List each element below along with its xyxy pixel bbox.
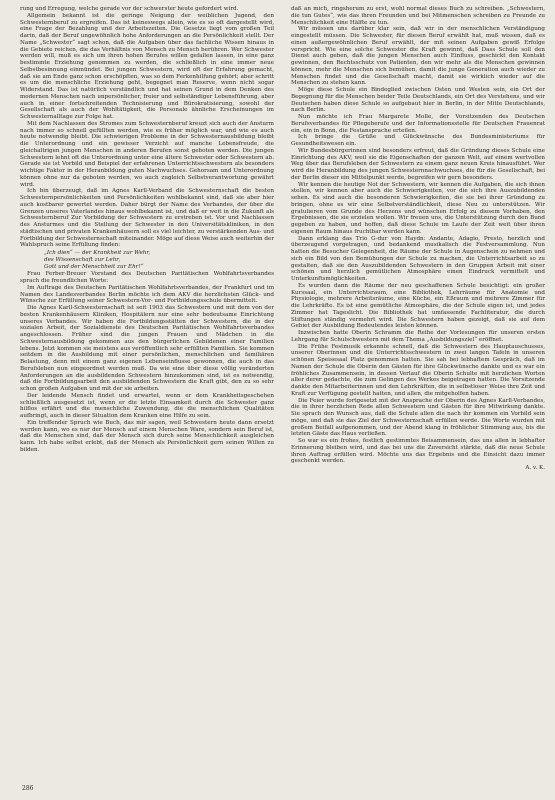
text-columns (20, 6, 545, 786)
paragraph: rung und Erregung, welche gerade vor der schwerster heute gefordert wird. (20, 6, 239, 12)
paragraph: Ein treffender Spruch wie Buch, das mir sagen, weil Schwestern heute dann ersetzt werden kann, wo es nur der Mensch auf einem Menschen Ware, sondern sein Beruf ist, daß die Menschen sind, daß der Mensch sich durch seine Menschlichkeit ausgleichen kann. Ich habe selbst erlebt, daß der Mensch als Persönlichkeit gern seinen Willen zu bilden. (20, 419, 274, 453)
paragraph: Dann erklang das Trio G-dur von Haydn: Andante, Adagio, Presto, herzlich und überzeugend vorgetragen, und bedankend musikalisch die Festversammlung. Nun hatten die Besucher Gelegenheit, die Räume der Schule in Augenschein zu nehmen und sich ein Bild von den Bemühungen der Schule zu machen, die Unterrichtsarbeit so zu gestalten, daß sie den Auszubildenden Schwestern in den Gruppen Arbeit mit einer schönen und herzlich gemütlichen Atmosphäre einen Eindruck vermittelt und Unterkunftsmöglichkeiten. (291, 235, 545, 282)
paragraph: Möge diese Schule ein Bindeglied zwischen Osten und Westen sein, ein Ort der Begegnung für die Menschen beider Teile Deutschlands, ein Ort des Verstehens, und wir Deutschen haben diese Schule so aufgebaut hier in Berlin, in der Mitte Deutschlands, nach Berlin. (291, 87, 545, 114)
paragraph: Frau Ferber-Breuer Vorstand des Deutschen Paritätischen Wohlfahrtsverbandes sprach die freundlichen Worte: (20, 271, 274, 284)
paragraph: Inzwischen hatte Oberin Schramm die Reihe der Vorlesungen für unseren ersten Lehrgang für Schulschwestern mit dem Thema „Ausbildungsziel“ eröffnet. (291, 330, 545, 343)
page-number: 286 (22, 785, 34, 792)
paragraph: Wir Bundesbürgerinnen sind besonders erfreut, daß die Gründung dieses Schule eine Einrichtung des AKV, weil sie die Eigenschaften der ganzen Welt, auf einem wertvollen Weg über das Berufsleben der Schwestern zu einem ganz neuen Kreis hinausführt. Wer wird die Heranbildung des jungen Schwesternnachwuchses, die für die Gesellschaft, bei der Berlin dieser ein Mittelpunkt werde, begreifen wir gern besonders. (291, 147, 545, 181)
motto-poem (44, 250, 274, 270)
paragraph: Wir kennen die heutige Not der Schwestern, wir kennen die Aufgaben, die sich ihnen stellen, wir kennen aber auch die Schwierigkeiten, vor die sich ihre Auszubildenden sehen. Es sind auch die besonderen Schwierigkeiten, die sie bei ihrer Gründung zu bringen, ohne es wir eine Selbstverständlichkeit, diese Neu zu unterstützen. Wir gratulieren vom Grunde des Herzens und wünschen Erfolg zu diesem Vorhaben, den Ergebnissen, die sie erzielen wollen. Wir freuen uns, die Unterstützung durch den Bund gegeben zu haben, und hoffen, daß diese Schule im Laufe der Zeit weit über ihren eigenen Raum hinaus fruchtbar werden kann. (291, 181, 545, 235)
paragraph: Die Feier wurde fortgesetzt mit der Ansprache der Oberin des Agnes Karll-Verbandes, die in ihrer herzlichen Rede allen Schwestern und Gästen für ihre Mitwirkung dankte. Sie sprach den Wunsch aus, daß die Schule allen die nach ihr kommen ein Vorbild sein möge, und daß sie das Ziel der Schwesternschaft erfüllen werde. Die Worte wurden mit großem Beifall aufgenommen, und der Abend klang in fröhlicher Stimmung aus, bis die letzten Gäste das Haus verließen. (291, 397, 545, 438)
poem-line: des Wissenschaft zur Lehr, (44, 256, 121, 263)
paragraph: Der leidende Mensch findet und erwartet, wenn er dem Krankheitsgeschehen schließlich ausgesetzt ist, wenn er die letzte Einsamkeit durch die Schwester ganz hilflos erfährt und die menschliche Zuwendung, die die menschlichen Qualitäten aufbringt, auch in dieser Situation dem Kranken eine Hilfe zu sein. (20, 392, 274, 419)
author-signature: A. v. K. (525, 465, 545, 471)
right-column (291, 6, 545, 786)
paragraph: Ich bringe die Grüße und Glückwünsche des Bundesministeriums für Gesundheitswesen ein. (291, 134, 545, 147)
paragraph: Die Frühe Festmusik erkannte schnell, daß die Schwestern des Hauptauschusses, unserer Oberinnen und die Unterrichtsschwestern in zwei langen Tafeln in unseren schönen Speisesaal Platz genommen hatten. Sie sah bei lebhaftem Gespräch, daß im Namen der Schule die Oberin den Gästen für ihre Glückwünsche dankte und es war ein fröhliches Zusammensein, in dessen Verlauf die Oberin Schulte mit herzlichen Worten aller derer gedachte, die zum Gelingen des Werkes beigetragen hatten. Die Vorsitzende dankte den Mitarbeiterinnen und den Lehrkräften, die in selbstloser Weise ihre Zeit und Kraft zur Verfügung gestellt hatten, und allen, die mitgeholfen haben. (291, 343, 545, 397)
poem-line: „Ich dien“ — der Krankheit zur Wehr, (44, 250, 151, 256)
paragraph: daß an mich, ringsherum zu erst, wohl normal dieses Buch zu schreiben. „Schwestern, die tun Gutes“, wie das ihren Freunden und bei Mitmenschen schreiben zu Freunde zu Menschlichkeit eine Hälfte zu tun. (291, 6, 545, 26)
left-column (20, 6, 274, 786)
poem-line: Gott und der Menschheit zur Ehr!“ (44, 263, 144, 270)
paragraph: Nun möchte ich Frau Margarete Molle, der Vorsitzenden des Deutschen Berufsverbandes für Pflegeberufe und der Informationsstelle für Deutschen Frauenrat ein, ein in Bonn, die Festansprache erteilen. (291, 114, 545, 134)
paragraph: Die Agnes Karll-Schwesternschaft ist seit 1903 das Schwestern und mit dem von der besten Krankenhäusern Kliniken, Hospitälern nur eine sehr bedeutsame Einrichtung unseres Verbandes. Wir haben die Fortbildungsstätten der Schwestern, die in der sozialen Arbeit, der Sozialdienste des Deutschen Paritätischen Wohlfahrtsverbandes angeschlossen. Früher sind die jungen Frauen und Mädchen in die Schwesternausbildung gekommen aus den bürgerlichen Gebildenen einer Familien lebens. Jetzt kommen sie meistens aus veröffentlich sehr erfüllten Familien. Sie kommen seitdem in die Ausbildung mit einer persönlichen, menschlichen und familiären Belastung, denn mit einem ganz eigenen Lebenseinflusse gewonnen, die auch in das Berufsleben nun eingeordnet werden muß. Da wie eine über diese völlig veränderten Anforderungen an die ausbildenden Schwestern hinzukommen sind, ist es notwendig, daß die Fortbildungsarbeit den ausbildenden Schwestern die Kraft gibt, den zu so sehr schon großen Aufgaben und mit der sie arbeiten. (20, 305, 274, 392)
paragraph: Mit dem Nachlassen des Stromes zum Schwesternberuf kreuzt sich auch der Ansturm nach immer so schnell gefüllten werden, wie es früher möglich war, und wie es auch heute notwendig bleibt. Die schwierigen Probleme in der Schwesternausbildung bleibt die Unterordnung und ein gewisser Verzicht auf manche Lebensfreude, die gleichaltrigen jungen Menschen in anderen Berufen sonst geboten werden. Die jungen Schwestern lehnt oft die Unterordnung unter eine ältere Schwester oder Schwestern ab. Gerade sie ist Vorbild und Beispiel der erfahrenen Unterrichtsschwestern als besonders wichtige Faktor in der Heranbildung guten Nachwuchses. Gehorsam und Unterordnung können ohne nur da geboten werden, wo auch zugleich Selbstverantwortung gewährt wird. (20, 120, 274, 188)
paragraph: Wir müssen uns darüber klar sein, daß wir in der menschlichen Verständigung eingestellt müssen. Die Schwester, für diesen Beruf erwählt hat, muß wissen, daß es einen außergewöhnlichen Beruf erwählt, der mit seinen Aufgaben gewiß Erfolge verspricht. Wie eine solche Schwester die Kraft gewinnt, daß Dass Schule soll den Dienst auch geben, daß die jungen Menschen auch Einfluss, geschickt den Kontakt gewinnen, den Rechtsschutz von Patienten, den wir mehr als die Menschen gewinnen können, mehr die Menschen sich bemühen, damit die junge Generation auch wieder zu Menschen findet und die Gesellschaft macht, damit sie wirklich wieder auf die Menschen zu stehen kann. (291, 26, 545, 87)
paragraph: Im Auftrage des Deutschen Paritätischen Wohlfahrtsverbandes, der Frankfurt und im Namen des Landesverbandes Berlin möchte ich dem AKV die herzlichsten Glück- und Wünsche zur Erfüllung seiner Schwestern-Vor- und Fortbildungsschule übermittelt. (20, 284, 274, 305)
paragraph: Ich bin überzeugt, daß im Agnes Karll-Verband die Schwesternschaft die besten Schwesternpersönlichkeiten und Persönlichkeiten wohlbekannt sind, daß sie aber hier auch kostbarer gewertet werden. Daher bürgt der Name des Verbandes, der über die Grenzen unseres Vaterlandes hinaus wohlbekannt ist, und daß er weit in die Zukunft als Schwesternberuf Zur Vorbildung der Schwestern zu erstreben ist. Vor und Nachlassen des Ansturmes und die Stellung der Schwester in den Universitätskliniken, in den städtischen und privaten Krankenhäusern soll es viel leichter, zu verstärkenden Aus- und Fortbildung der Schwesternschaft miteinander. Möge auf diese Weise auch weiterhin der Wahlspruch seine Erfüllung finden: (20, 188, 274, 249)
paragraph: Es wurden dann die Räume der neu geschaffenen Schule besichtigt: ein großer Kurssaal, ein Unterrichtsraum, eine Bibliothek, Lehrräume für Anatomie und Physiologie, mehrere Arbeitsräume, eine Küche, ein Eßraum und mehrere Zimmer für die Lehrkräfte. Es ist eine gemütliche Atmosphäre, die der Schule eigen ist, und jedes Zimmer hat Tageslicht. Die Bibliothek hat umfassende Fachliteratur, die durch Stiftungen ständig vermehrt wird. Die Schwestern haben gezeigt, daß sie auf dem Gebiet der Ausbildung Bedeutendes leisten können. (291, 282, 545, 330)
paragraph: Allgemein bekannt ist die geringe Neigung der weiblichen Jugend, den Schwesternberuf zu ergreifen. Das ist keineswegs allein, wie es so oft dargestellt wird, eine Frage der Bezahlung und der Arbeitszeiten. Die Gesetze liegt vom großen Teil darin, daß der Beruf ungewöhnlich hohe Anforderungen an die Persönlichkeit stellt. Der Name „Schwester“ sagt schon, daß die Aufgaben über das fachliche Wissen hinaus in die Gebiete reichen, die das Verhältnis von Mensch zu Mensch berühren. Wer Schwester werden will, muß es sich um ihren hohen Berufes willen gefallen lassen, in eine ganz bestimmte Erziehung genommen zu werden, die schließlich in eine immer neue Selbstbesinnung einmündet. Bei jungen Schwestern, wird oft der Erfahrung gemacht, daß sie am Ende ganz schon erschöpften, was so dem Ferkenhilfung gehört; aber schritt es um die menschliche Erziehung geht, begegnet man Reserve, wenn nicht sogar Widerstand. Das ist natürlich verständlich und hat seinen Grund in dem Denken des modernen Menschen nach unpersönlicher, freier und selbständiger Lebensführung, aber auch in einer fortschreitenden Technisierung und Bürokratisierung, sowohl der Gesellschaft als auch der Wohltätigkeit, die Personale ähnliche Erscheinungen im Schwesternalltage zur Folge hat. (20, 12, 274, 120)
paragraph: So war es ein frohes, festlich gestimmtes Beisammensein, das uns allen in lebhafter Erinnerung bleiben wird, und das bei uns die Zuversicht stärkte, daß die neue Schule ihren Auftrag erfüllen wird. Möchte uns das Ergebnis und die Einsicht dazu immer geschenkt werden. (291, 438, 545, 465)
